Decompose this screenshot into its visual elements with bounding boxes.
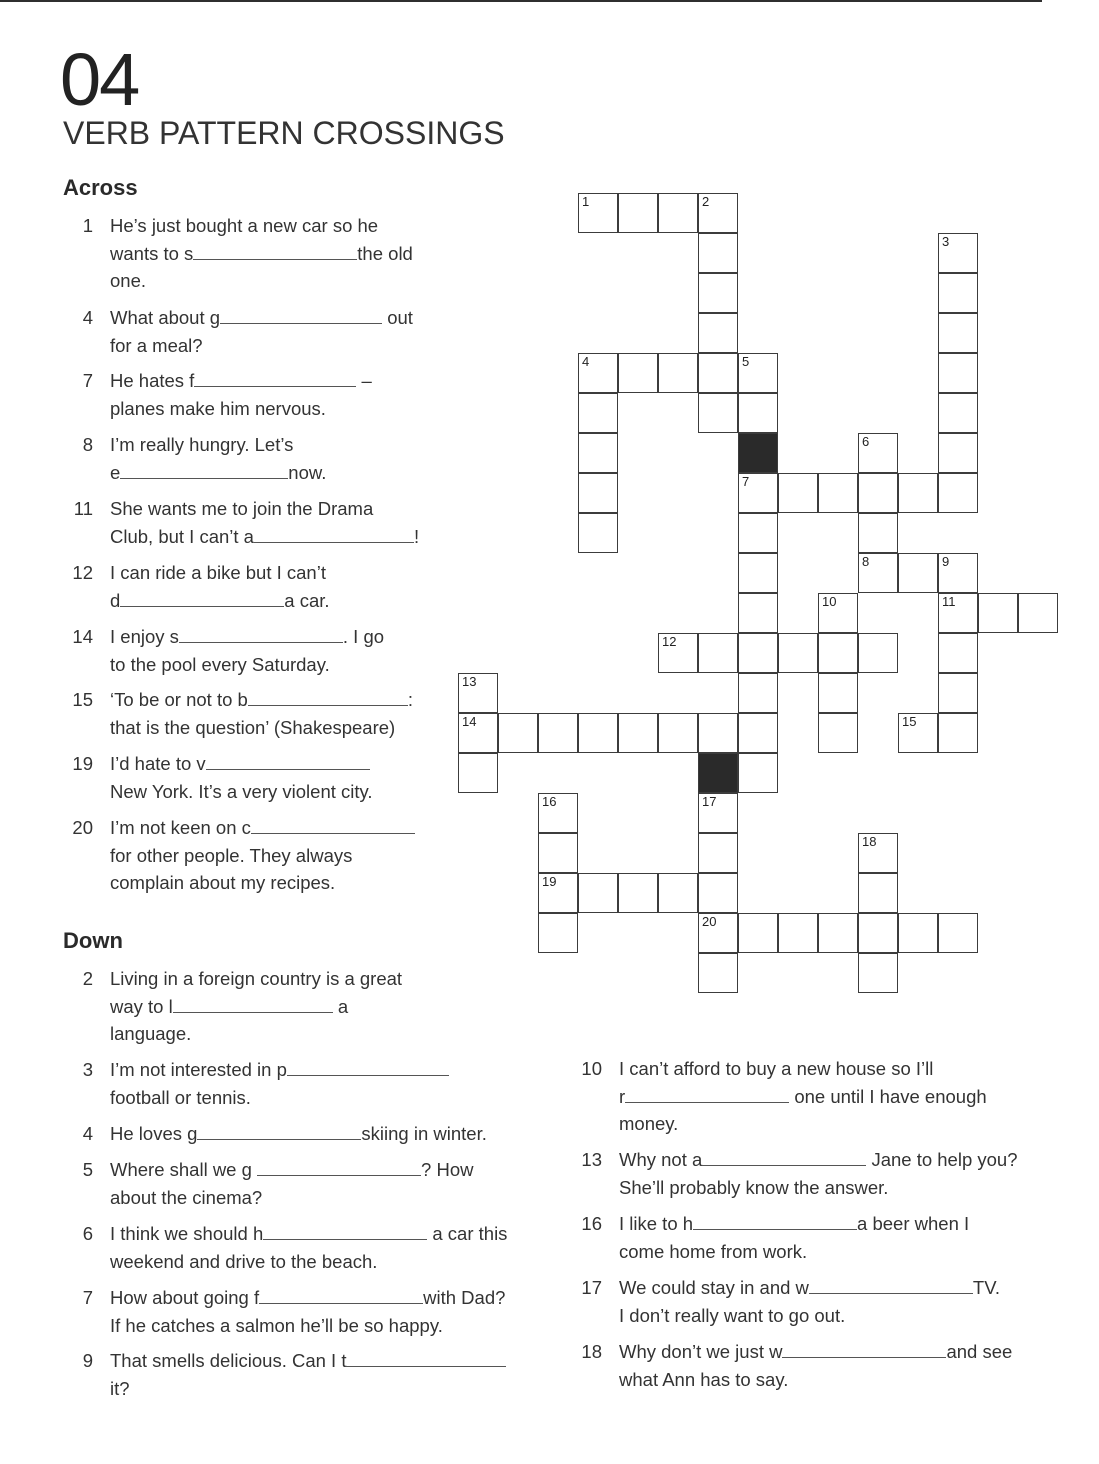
grid-cell[interactable] [578,193,618,233]
grid-cell[interactable] [938,913,978,953]
grid-cell[interactable] [538,793,578,833]
grid-cell-number: 10 [822,594,837,609]
grid-cell[interactable] [458,713,498,753]
across-heading: Across [63,175,138,200]
grid-cell[interactable] [698,353,738,393]
grid-cell[interactable] [538,833,578,873]
grid-cell[interactable] [858,553,898,593]
grid-cell[interactable] [578,513,618,553]
grid-cell[interactable] [738,553,778,593]
grid-cell[interactable] [938,393,978,433]
grid-cell[interactable] [898,913,938,953]
grid-cell[interactable] [698,793,738,833]
answer-blank[interactable] [254,524,414,543]
grid-cell-number: 5 [742,354,750,369]
grid-cell-number: 20 [702,914,717,929]
grid-cell[interactable] [898,713,938,753]
grid-cell[interactable] [738,513,778,553]
clue-number: 7 [82,370,93,391]
grid-cell-number: 13 [462,674,477,689]
grid-cell[interactable] [578,473,618,513]
clue-number: 8 [82,434,93,455]
grid-cell[interactable] [618,713,658,753]
clue-number: 11 [73,498,93,519]
answer-blank[interactable] [346,1348,506,1367]
clue-number: 6 [82,1223,93,1244]
answer-blank[interactable] [259,1285,423,1304]
grid-cell[interactable] [698,833,738,873]
grid-cell[interactable] [698,913,738,953]
grid-cell[interactable] [938,353,978,393]
clue-number: 12 [72,562,93,583]
unit-number: 04 [60,38,139,121]
black-square [738,433,778,473]
grid-cell-number: 3 [942,234,950,249]
grid-cell-number: 8 [862,554,870,569]
grid-cell[interactable] [778,473,818,513]
grid-cell[interactable] [738,633,778,673]
answer-blank[interactable] [287,1057,449,1076]
down-heading: Down [63,928,123,953]
grid-cell[interactable] [818,673,858,713]
grid-cell-number: 6 [862,434,870,449]
grid-cell[interactable] [858,473,898,513]
clue-number: 16 [581,1213,602,1234]
grid-cell[interactable] [698,193,738,233]
answer-blank[interactable] [120,588,284,607]
grid-cell[interactable] [1018,593,1058,633]
grid-cell-number: 16 [542,794,557,809]
grid-cell[interactable] [898,553,938,593]
clue-number: 17 [581,1277,602,1298]
grid-cell[interactable] [658,873,698,913]
clue-number: 7 [82,1287,93,1308]
clue-number: 1 [82,215,93,236]
grid-cell[interactable] [458,673,498,713]
grid-cell-number: 9 [942,554,950,569]
answer-blank[interactable] [693,1211,857,1230]
answer-blank[interactable] [173,994,333,1013]
grid-cell[interactable] [698,313,738,353]
grid-cell-number: 4 [582,354,590,369]
grid-cell[interactable] [938,593,978,633]
grid-cell[interactable] [738,593,778,633]
clue-number: 2 [82,968,93,989]
grid-cell-number: 18 [862,834,877,849]
grid-cell[interactable] [938,433,978,473]
grid-cell-number: 7 [742,474,750,489]
answer-blank[interactable] [179,624,343,643]
grid-cell[interactable] [818,633,858,673]
grid-cell[interactable] [538,913,578,953]
grid-cell[interactable] [938,713,978,753]
grid-cell[interactable] [938,473,978,513]
grid-cell[interactable] [938,233,978,273]
clue-number: 14 [72,626,93,647]
answer-blank[interactable] [248,687,408,706]
grid-cell[interactable] [738,713,778,753]
answer-blank[interactable] [120,460,288,479]
grid-cell-number: 14 [462,714,477,729]
grid-cell[interactable] [818,593,858,633]
answer-blank[interactable] [625,1084,789,1103]
grid-cell[interactable] [858,913,898,953]
grid-cell[interactable] [858,953,898,993]
answer-blank[interactable] [809,1275,973,1294]
answer-blank[interactable] [220,305,382,324]
grid-cell[interactable] [658,713,698,753]
grid-cell[interactable] [938,633,978,673]
clue-number: 4 [82,307,93,328]
grid-cell[interactable] [778,913,818,953]
grid-cell[interactable] [938,273,978,313]
grid-cell[interactable] [578,353,618,393]
clue-number: 20 [72,817,93,838]
grid-cell[interactable] [978,593,1018,633]
clue-number: 13 [581,1149,602,1170]
answer-blank[interactable] [702,1147,866,1166]
clue-number: 19 [72,753,93,774]
grid-cell[interactable] [698,873,738,913]
grid-cell[interactable] [578,713,618,753]
grid-cell[interactable] [698,713,738,753]
black-square [698,753,738,793]
grid-cell[interactable] [658,353,698,393]
grid-cell[interactable] [858,433,898,473]
clue-number: 9 [82,1350,93,1371]
grid-cell-number: 12 [662,634,677,649]
grid-cell[interactable] [538,873,578,913]
clue-number: 18 [581,1341,602,1362]
grid-cell[interactable] [618,193,658,233]
answer-blank[interactable] [782,1339,946,1358]
grid-cell[interactable] [938,673,978,713]
grid-cell[interactable] [738,753,778,793]
grid-cell[interactable] [818,713,858,753]
clue-number: 3 [82,1059,93,1080]
answer-blank[interactable] [194,368,356,387]
grid-cell[interactable] [498,713,538,753]
grid-cell-number: 17 [702,794,717,809]
top-rule [0,0,1042,2]
clue-number: 15 [72,689,93,710]
clue-number: 5 [82,1159,93,1180]
grid-cell-number: 11 [942,594,956,609]
answer-blank[interactable] [206,751,370,770]
grid-cell[interactable] [618,353,658,393]
grid-cell[interactable] [858,633,898,673]
answer-blank[interactable] [193,241,357,260]
grid-cell[interactable] [578,873,618,913]
answer-blank[interactable] [251,815,415,834]
grid-cell[interactable] [658,633,698,673]
grid-cell[interactable] [698,233,738,273]
grid-cell[interactable] [938,313,978,353]
grid-cell[interactable] [938,553,978,593]
grid-cell-number: 19 [542,874,557,889]
grid-cell[interactable] [698,273,738,313]
answer-blank[interactable] [263,1221,427,1240]
grid-cell[interactable] [578,433,618,473]
grid-cell[interactable] [538,713,578,753]
grid-cell[interactable] [818,473,858,513]
grid-cell[interactable] [698,953,738,993]
clue-number: 10 [581,1058,602,1079]
grid-cell-number: 1 [582,194,590,209]
grid-cell[interactable] [858,513,898,553]
grid-cell[interactable] [658,193,698,233]
grid-cell[interactable] [898,473,938,513]
grid-cell[interactable] [738,913,778,953]
grid-cell[interactable] [698,393,738,433]
grid-cell[interactable] [738,353,778,393]
grid-cell[interactable] [858,873,898,913]
grid-cell-number: 2 [702,194,710,209]
grid-cell[interactable] [578,393,618,433]
grid-cell[interactable] [738,673,778,713]
grid-cell[interactable] [818,913,858,953]
grid-cell[interactable] [738,393,778,433]
answer-blank[interactable] [257,1157,421,1176]
grid-cell-number: 15 [902,714,917,729]
grid-cell[interactable] [738,473,778,513]
page-title: VERB PATTERN CROSSINGS [63,115,505,151]
grid-cell[interactable] [778,633,818,673]
grid-cell[interactable] [458,753,498,793]
clue-number: 4 [82,1123,93,1144]
grid-cell[interactable] [618,873,658,913]
grid-cell[interactable] [858,833,898,873]
grid-cell[interactable] [698,633,738,673]
answer-blank[interactable] [197,1121,361,1140]
